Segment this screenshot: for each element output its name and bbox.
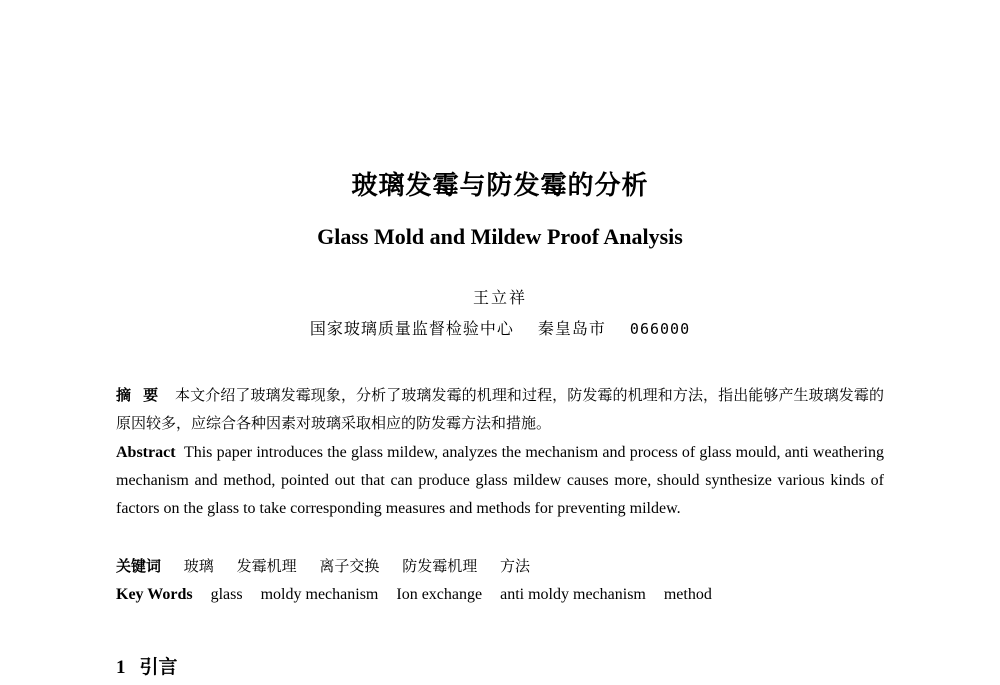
keyword-cn: 防发霉机理 [402, 557, 478, 575]
keyword-cn: 方法 [499, 557, 530, 575]
affiliation [0, 316, 1000, 339]
keyword-cn: 离子交换 [319, 557, 380, 575]
keyword-en: moldy mechanism [260, 586, 379, 603]
affiliation-postcode: 066000 [629, 320, 691, 338]
affiliation-city: 秦皇岛市 [537, 319, 606, 338]
affiliation-org: 国家玻璃质量监督检验中心 [309, 319, 514, 338]
title-english: Glass Mold and Mildew Proof Analysis [317, 224, 683, 249]
abstract-en-text: This paper introduces the glass mildew, analyzes the mechanism and process of glass mould, anti weathering mechanism and method, pointed out that can produce glass mildew causes more, should synthesize various kinds of factors on the glass to take corresponding measures and methods for preventing mildew. [116, 444, 884, 517]
abstract-cn-label: 摘要 [116, 386, 171, 404]
keyword-en: glass [210, 586, 243, 603]
keywords-en-label: Key Words [116, 586, 193, 603]
keyword-en: method [663, 586, 712, 603]
keyword-cn: 发霉机理 [236, 557, 297, 575]
keyword-en: Ion exchange [396, 586, 483, 603]
keywords-english [116, 581, 884, 609]
abstract-cn-text: 本文介绍了玻璃发霉现象，分析了玻璃发霉的机理和过程，防发霉的机理和方法，指出能够产生玻璃发霉的原因较多，应综合各种因素对玻璃采取相应的防发霉方法和措施。 [116, 386, 884, 432]
section-heading-introduction [116, 652, 178, 679]
keyword-cn: 玻璃 [183, 557, 214, 575]
abstract-en-label: Abstract [116, 444, 176, 461]
keywords-cn-label: 关键词 [116, 557, 162, 575]
section-title: 引言 [139, 656, 178, 678]
abstract-english [116, 439, 884, 523]
abstract-chinese [116, 381, 884, 437]
keywords-chinese [116, 552, 884, 580]
keyword-en: anti moldy mechanism [500, 586, 646, 603]
section-number: 1 [116, 657, 126, 678]
title-chinese: 玻璃发霉与防发霉的分析 [351, 171, 649, 201]
author-name: 王立祥 [472, 288, 527, 307]
